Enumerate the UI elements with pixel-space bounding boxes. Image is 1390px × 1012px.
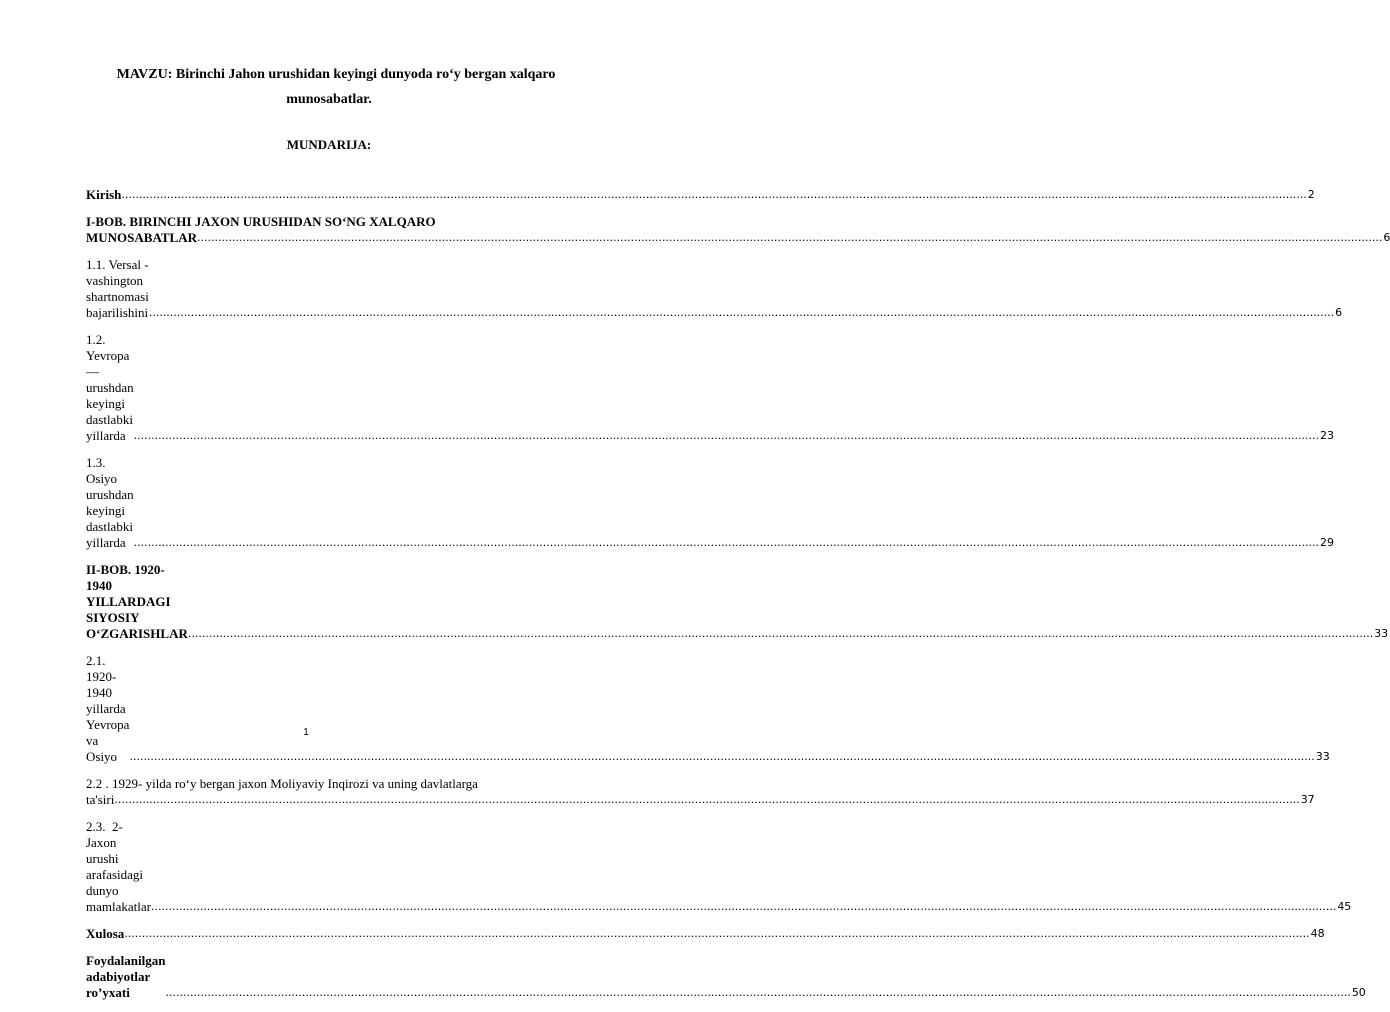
toc-leader-dots (124, 926, 1309, 942)
toc-leader-dots (134, 428, 1319, 444)
toc-entry-label: II-BOB. 1920-1940 YILLARDAGI SIYOSIY O‘ZGARISHLAR (86, 562, 188, 641)
toc-entry-label: 2.1. 1920- 1940 yillarda Yevropa va Osiyo (86, 653, 133, 764)
toc-entry-label-line-2: ta'siri (86, 792, 115, 807)
title-line-2: munosabatlar. (286, 92, 372, 107)
toc-leader-dots (151, 899, 1336, 915)
toc-entry-label-line-1: 2.2 . 1929- yilda ro‘y bergan jaxon Moliyaviy Inqirozi va uning davlatlarga (86, 776, 478, 791)
toc-entry-1-2[interactable] (86, 332, 1334, 444)
toc-entry-label-line-1: I-BOB. BIRINCHI JAXON URUSHIDAN SO‘NG XALQARO (86, 214, 436, 229)
page-number-footer: 1 (303, 727, 309, 738)
toc-entry-label: 2.3. 2-Jaxon urushi arafasidagi dunyo mamlakatlar (86, 819, 151, 914)
toc-leader-dots (121, 187, 1306, 203)
toc-leader-dots (129, 749, 1314, 765)
toc-entry-2-1[interactable] (86, 653, 1330, 765)
toc-page-number: 23 (1320, 429, 1334, 442)
toc-entry-1-3[interactable] (86, 455, 1334, 551)
toc-entry-label: 1.1. Versal - vashington shartnomasi bajarilishini (86, 257, 153, 320)
toc-page-number: 50 (1351, 986, 1366, 999)
toc-entry-chapter-2[interactable] (86, 562, 1389, 642)
toc-page-number: 33 (1315, 750, 1330, 763)
document-title (86, 62, 572, 112)
toc-page-number: 29 (1320, 536, 1334, 549)
toc-page-number: 2 (1307, 188, 1315, 201)
toc-entry-label: 1.2. Yevropa— urushdan keyingi dastlabki yillarda (86, 332, 137, 443)
toc-entry-1-1[interactable] (86, 257, 1343, 321)
contents-heading: MUNDARIJA: (286, 137, 372, 152)
toc-entry-2-2[interactable] (86, 776, 1315, 808)
toc-entry-label: 1.3. Osiyo urushdan keyingi dastlabki yillarda (86, 455, 137, 550)
toc-leader-dots (149, 305, 1334, 321)
toc-leader-dots (134, 535, 1319, 551)
title-line-1: MAVZU: Birinchi Jahon urushidan keyingi dunyoda ro‘y bergan xalqaro (116, 67, 556, 82)
toc-leader-dots (197, 230, 1382, 246)
toc-entry-2-3[interactable] (86, 819, 1352, 915)
table-of-contents (86, 187, 1390, 1012)
toc-page-number: 33 (1374, 627, 1389, 640)
toc-entry-label-line-2: MUNOSABATLAR (86, 230, 197, 245)
toc-entry-xulosa[interactable] (86, 926, 1325, 942)
toc-entry-label: Xulosa (86, 926, 125, 941)
toc-entry-bibliography[interactable] (86, 953, 1366, 1001)
toc-entry-label: Kirish (86, 187, 122, 202)
toc-page-number: 6 (1335, 306, 1343, 319)
toc-page-number: 37 (1300, 793, 1315, 806)
toc-leader-dots (188, 626, 1373, 642)
toc-entry-chapter-1[interactable] (86, 214, 1390, 246)
toc-leader-dots (114, 792, 1299, 808)
toc-entry-label: Foydalanilgan adabiyotlar ro’yxati (86, 953, 169, 1000)
toc-page-number: 6 (1383, 231, 1390, 244)
toc-entry-kirish[interactable] (86, 187, 1315, 203)
toc-page-number: 45 (1337, 900, 1352, 913)
toc-page-number: 48 (1310, 927, 1325, 940)
toc-leader-dots (165, 985, 1350, 1001)
